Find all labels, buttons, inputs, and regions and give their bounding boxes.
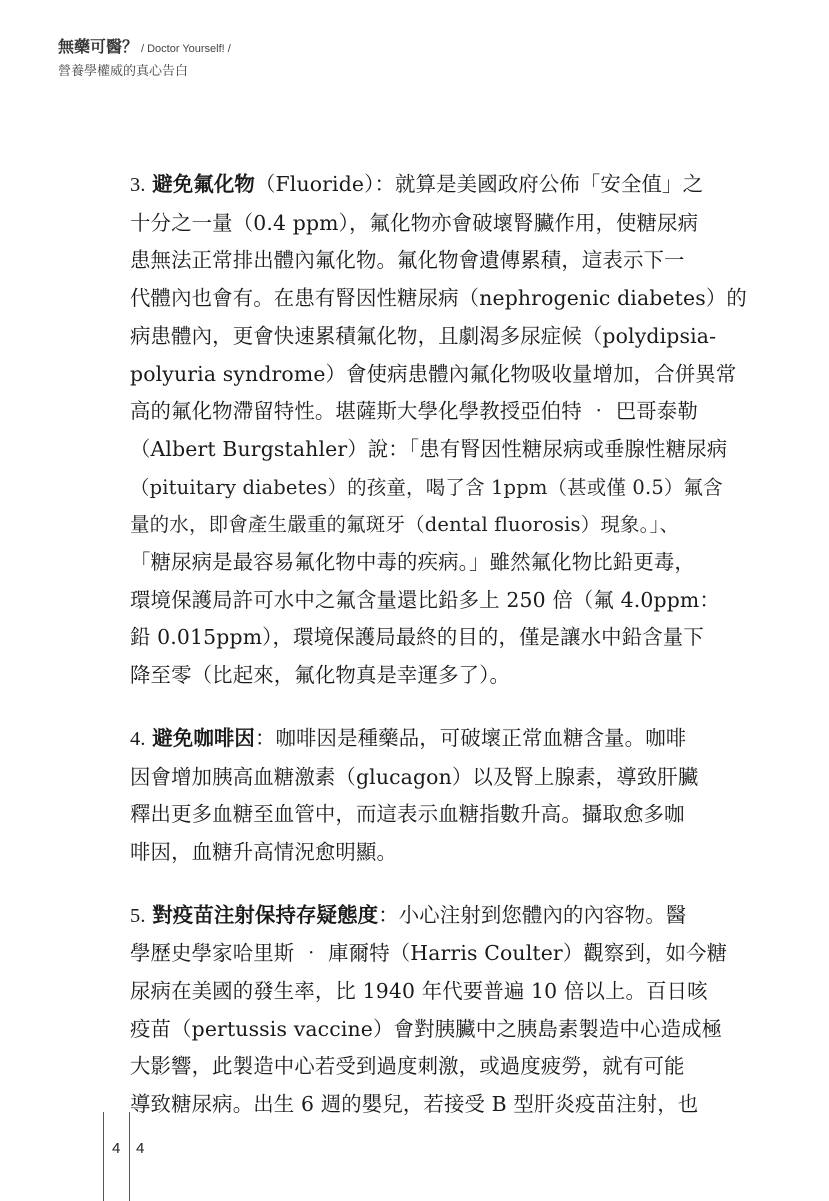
- text-line: 量的水，即會產生嚴重的氟斑牙（dental fluorosis）現象。」、: [130, 513, 680, 537]
- text-line: 因會增加胰高血糖激素（glucagon）以及腎上腺素，導致肝臟: [130, 764, 699, 789]
- section-number: 5.: [130, 904, 146, 927]
- book-title: 無藥可醫？: [58, 37, 139, 56]
- section-number: 4.: [130, 727, 146, 750]
- text-line: 導致糖尿病。出生 6 週的嬰兒，若接受 B 型肝炎疫苗注射，也: [130, 1092, 699, 1117]
- text-line: 學歷史學家哈里斯 ‧ 庫爾特（Harris Coulter）觀察到，如今糖: [130, 941, 728, 966]
- text-line: ：咖啡因是種藥品，可破壞正常血糖含量。咖啡: [254, 725, 687, 750]
- text-line: （Fluoride）：就算是美國政府公佈「安全值」之: [254, 172, 704, 196]
- text-line: 患無法正常排出體內氟化物。氟化物會遺傳累積，這表示下一: [130, 248, 685, 273]
- text-line: 病患體內，更會快速累積氟化物，且劇渴多尿症候（polydipsia-: [130, 323, 717, 348]
- book-english-title: Doctor Yourself!: [147, 43, 225, 55]
- text-line: （Albert Burgstahler）說：「患有腎因性糖尿病或垂腺性糖尿病: [130, 436, 728, 461]
- text-line: 降至零（比起來，氟化物真是幸運多了）。: [130, 663, 511, 688]
- section-heading: 避免氟化物: [152, 172, 255, 196]
- header-separator: /: [227, 43, 231, 55]
- section-number: 3.: [130, 174, 146, 196]
- text-line: 釋出更多血糖至血管中，而這表示血糖指數升高。攝取愈多咖: [130, 802, 685, 827]
- text-line: ：小心注射到您體內的內容物。醫: [378, 902, 687, 927]
- footer-divider: [129, 1112, 130, 1201]
- paragraph-caffeine: [130, 720, 748, 872]
- paragraph-fluoride: [130, 166, 748, 695]
- text-line: （pituitary diabetes）的孩童，喝了含 1ppm（甚或僅 0.5）氟含: [130, 475, 723, 499]
- text-line: 大影響，此製造中心若受到過度刺激，或過度疲勞，就有可能: [130, 1054, 685, 1079]
- text-line: 環境保護局許可水中之氟含量還比鉛多上 250 倍（氟 4.0ppm：: [130, 587, 720, 612]
- running-header: [58, 34, 458, 79]
- text-line: 高的氟化物滯留特性。堪薩斯大學化學教授亞伯特 ‧ 巴哥泰勒: [130, 399, 698, 424]
- text-line: 「糖尿病是最容易氟化物中毒的疾病。」雖然氟化物比鉛更毒，: [130, 550, 695, 575]
- book-subtitle: 營養學權威的真心告白: [58, 64, 189, 79]
- text-line: 鉛 0.015ppm），環境保護局最終的目的，僅是讓水中鉛含量下: [130, 625, 704, 650]
- text-line: 十分之一量（0.4 ppm），氟化物亦會破壞腎臟作用，使糖尿病: [130, 210, 699, 235]
- footer-divider: [103, 1112, 104, 1201]
- text-line: 啡因，血糖升高情況愈明顯。: [130, 839, 398, 864]
- page-number-digit: 4: [136, 1140, 145, 1157]
- header-title-row: [58, 34, 458, 57]
- section-heading: 對疫苗注射保持存疑態度: [152, 902, 379, 927]
- text-line: 疫苗（pertussis vaccine）會對胰臟中之胰島素製造中心造成極: [130, 1016, 723, 1041]
- text-line: 尿病在美國的發生率，比 1940 年代要普遍 10 倍以上。百日咳: [130, 979, 708, 1004]
- paragraph-vaccines: [130, 897, 748, 1124]
- text-line: 代體內也會有。在患有腎因性糖尿病（nephrogenic diabetes）的: [130, 286, 747, 311]
- text-line: polyuria syndrome）會使病患體內氟化物吸收量增加，合併異常: [130, 361, 737, 386]
- header-separator: /: [141, 43, 145, 55]
- body-content: [130, 166, 748, 1124]
- page-number-digit: 4: [112, 1140, 121, 1157]
- page-footer: [0, 1112, 829, 1201]
- section-heading: 避免咖啡因: [152, 725, 255, 750]
